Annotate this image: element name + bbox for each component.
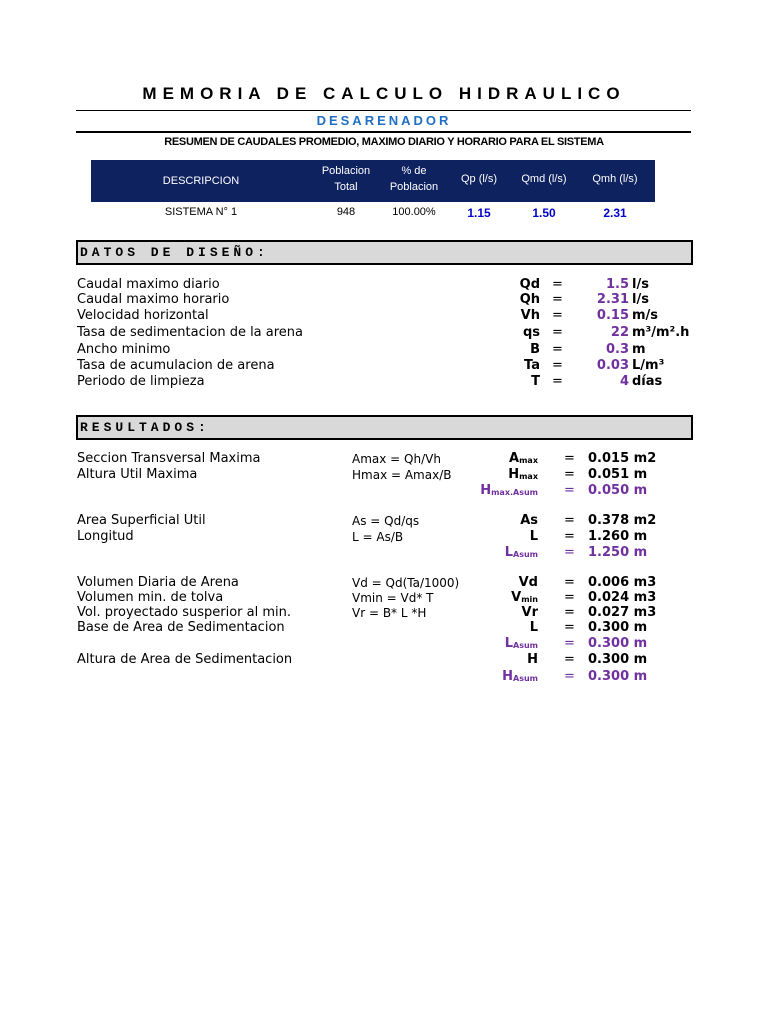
datos-symbol: Ta (524, 358, 540, 373)
result-equals: = (564, 451, 575, 466)
datos-label: Tasa de acumulacion de arena (77, 358, 275, 373)
result-value: 0.300 m (588, 652, 648, 667)
datos-label: Caudal maximo diario (77, 277, 220, 292)
result-symbol-main: A (509, 451, 520, 466)
datos-unit: l/s (632, 277, 649, 292)
datos-section-header (76, 240, 693, 265)
result-label: Area Superficial Util (77, 513, 206, 528)
result-value: 0.050 m (588, 483, 648, 498)
result-symbol-main: H (502, 669, 514, 684)
cell-qmh: 2.31 (603, 206, 627, 220)
col-qmd: Qmd (l/s) (521, 173, 567, 185)
datos-equals: = (552, 308, 563, 323)
result-equals: = (564, 513, 575, 528)
datos-equals: = (552, 374, 563, 389)
result-value: 0.015 m2 (588, 451, 657, 466)
result-label: Volumen Diaria de Arena (77, 575, 239, 590)
datos-equals: = (552, 292, 563, 307)
result-equals: = (564, 590, 575, 605)
result-equals: = (564, 575, 575, 590)
result-label: Vol. proyectado susperior al min. (77, 605, 291, 620)
result-symbol-main: L (529, 529, 538, 544)
page-subtitle: DESARENADOR (316, 113, 452, 128)
col-poblacion-line1: Poblacion (321, 165, 371, 177)
result-symbol-main: V (511, 590, 522, 605)
title-divider (76, 110, 691, 111)
result-symbol-subscript: max.Asum (491, 488, 538, 497)
result-value: 0.378 m2 (588, 513, 657, 528)
result-symbol-main: H (508, 467, 520, 482)
result-value: 0.300 m (588, 669, 648, 684)
result-equals: = (564, 620, 575, 635)
result-equals: = (564, 669, 575, 684)
datos-label: Tasa de sedimentacion de la arena (77, 325, 304, 340)
datos-value: 0.03 (596, 358, 629, 373)
cell-qp: 1.15 (467, 206, 491, 220)
result-value: 1.260 m (588, 529, 648, 544)
datos-value: 22 (610, 325, 629, 340)
result-equals: = (564, 467, 575, 482)
datos-label: Ancho minimo (77, 342, 171, 357)
result-value: 0.300 m (588, 620, 648, 635)
summary-heading: RESUMEN DE CAUDALES PROMEDIO, MAXIMO DIARIO Y HORARIO PARA EL SISTEMA (164, 136, 604, 148)
col-pct-line2: Poblacion (389, 181, 439, 193)
datos-equals: = (552, 325, 563, 340)
result-formula: Vr = B* L *H (352, 606, 427, 620)
result-symbol-main: Vd (518, 575, 538, 590)
result-label: Base de Area de Sedimentacion (77, 620, 285, 635)
result-equals: = (564, 529, 575, 544)
resultados-section-header (76, 415, 693, 440)
subtitle-divider (76, 131, 691, 133)
result-symbol-subscript: Asum (513, 674, 538, 683)
result-equals: = (564, 652, 575, 667)
result-formula: As = Qd/qs (352, 514, 420, 528)
result-symbol-main: L (504, 636, 514, 651)
result-symbol (418, 545, 538, 563)
result-symbol-main: Vr (521, 605, 538, 620)
datos-unit: días (632, 374, 663, 389)
result-label: Longitud (77, 529, 134, 544)
result-label: Altura Util Maxima (77, 467, 198, 482)
result-label: Volumen min. de tolva (77, 590, 224, 605)
result-symbol (418, 575, 538, 591)
datos-value: 4 (619, 374, 629, 389)
result-value: 0.051 m (588, 467, 648, 482)
result-value: 0.300 m (588, 636, 648, 651)
result-symbol (418, 652, 538, 668)
flow-table-header (91, 160, 655, 202)
datos-symbol: B (530, 342, 540, 357)
datos-label: Periodo de limpieza (77, 374, 205, 389)
result-value: 0.027 m3 (588, 605, 657, 620)
col-pct-line1: % de (401, 165, 427, 177)
result-symbol (418, 483, 538, 501)
datos-equals: = (552, 358, 563, 373)
result-symbol-main: L (504, 545, 514, 560)
datos-equals: = (552, 342, 563, 357)
col-poblacion-line2: Total (334, 181, 358, 193)
datos-symbol: T (531, 374, 540, 389)
result-formula: Vmin = Vd* T (352, 591, 434, 605)
result-symbol-subscript: max (519, 472, 538, 481)
cell-poblacion: 948 (336, 206, 356, 218)
result-symbol-main: H (527, 652, 538, 667)
col-qmh: Qmh (l/s) (592, 173, 638, 185)
datos-value: 1.5 (605, 277, 629, 292)
result-symbol-subscript: max (519, 456, 538, 465)
datos-symbol: Qh (519, 292, 540, 307)
datos-value: 0.15 (596, 308, 629, 323)
result-symbol-subscript: Asum (513, 641, 538, 650)
result-equals: = (564, 545, 575, 560)
result-label: Altura de Area de Sedimentacion (77, 652, 293, 667)
col-descripcion: DESCRIPCION (162, 175, 240, 187)
result-value: 1.250 m (588, 545, 648, 560)
datos-unit: L/m³ (632, 358, 665, 373)
page-title: MEMORIA DE CALCULO HIDRAULICO (142, 84, 626, 103)
result-equals: = (564, 483, 575, 498)
result-equals: = (564, 636, 575, 651)
datos-value: 0.3 (605, 342, 629, 357)
resultados-section-title: RESULTADOS: (80, 420, 210, 435)
datos-unit: m (632, 342, 646, 357)
datos-symbol: Vh (520, 308, 540, 323)
result-symbol-main: L (529, 620, 538, 635)
result-value: 0.024 m3 (588, 590, 657, 605)
result-value: 0.006 m3 (588, 575, 657, 590)
result-formula: L = As/B (352, 530, 404, 544)
result-formula: Vd = Qd(Ta/1000) (352, 576, 460, 590)
result-symbol (418, 529, 538, 545)
datos-symbol: Qd (519, 277, 540, 292)
result-symbol-subscript: min (521, 595, 538, 604)
cell-qmd: 1.50 (532, 206, 556, 220)
datos-value: 2.31 (596, 292, 629, 307)
datos-unit: l/s (632, 292, 649, 307)
datos-section-title: DATOS DE DISEÑO: (80, 245, 269, 260)
result-symbol (418, 605, 538, 621)
result-symbol (418, 620, 538, 636)
result-symbol-main: As (520, 513, 538, 528)
datos-symbol: qs (522, 325, 540, 340)
datos-unit: m/s (632, 308, 659, 323)
result-symbol-subscript: Asum (513, 550, 538, 559)
result-label: Seccion Transversal Maxima (77, 451, 261, 466)
datos-label: Velocidad horizontal (77, 308, 209, 323)
datos-label: Caudal maximo horario (77, 292, 230, 307)
result-formula: Hmax = Amax/B (352, 468, 452, 482)
datos-equals: = (552, 277, 563, 292)
col-qp: Qp (l/s) (460, 173, 498, 185)
cell-descripcion: SISTEMA N° 1 (164, 206, 238, 218)
result-symbol-main: H (480, 483, 492, 498)
datos-unit: m³/m².h (632, 325, 690, 340)
result-symbol (418, 669, 538, 687)
result-equals: = (564, 605, 575, 620)
result-symbol (418, 513, 538, 529)
result-formula: Amax = Qh/Vh (352, 452, 441, 466)
cell-pct: 100.00% (392, 206, 436, 218)
